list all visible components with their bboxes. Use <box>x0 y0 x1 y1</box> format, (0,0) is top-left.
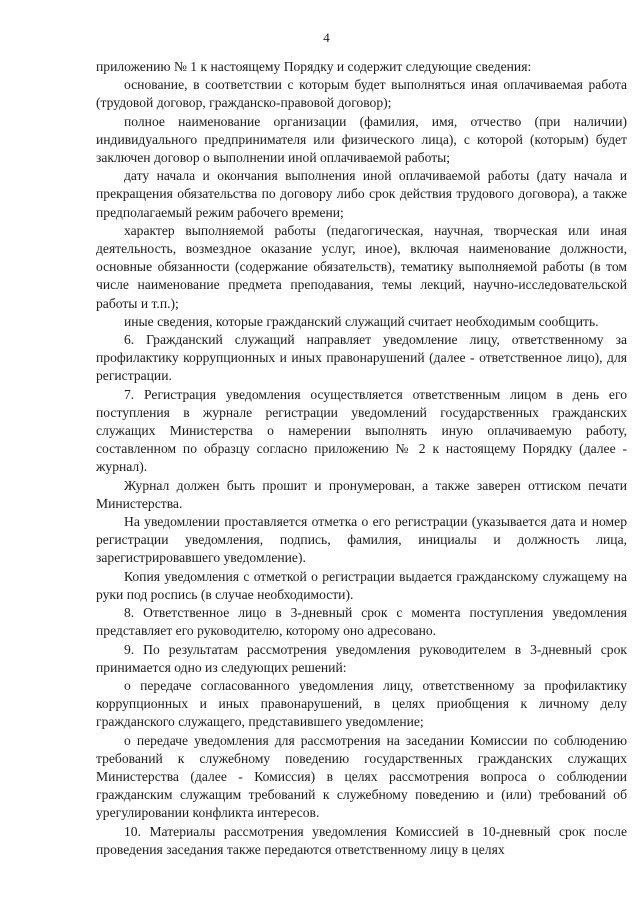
paragraph: 9. По результатам рассмотрения уведомления руководителем в 3-дневный срок принимается одно из следующих решений: <box>96 641 627 675</box>
paragraph: иные сведения, которые гражданский служащий считает необходимым сообщить. <box>124 313 599 329</box>
paragraph: 10. Материалы рассмотрения уведомления Комиссией в 10-дневный срок после проведения заседания также передаются ответственному лицу в целях <box>96 823 627 857</box>
paragraph: Копия уведомления с отметкой о регистрации выдается гражданскому служащему на руки под роспись (в случае необходимости). <box>96 568 627 602</box>
paragraph: основание, в соответствии с которым будет выполняться иная оплачиваемая работа (трудовой договор, гражданско-правовой договор); <box>96 77 627 111</box>
paragraph: о передаче уведомления для рассмотрения на заседании Комиссии по соблюдению требований к служебному поведению государственных гражданских служащих Министерства (далее - Комиссия) в целях рассмотрения вопроса о соблюдении гражданским служащим требований к служебному поведению и (или) требований об урегулировании конфликта интересов. <box>96 732 627 821</box>
paragraph: дату начала и окончания выполнения иной оплачиваемой работы (дату начала и прекращения обязательства по договору либо срок действия трудового договора), а также предполагаемый режим рабочего времени; <box>96 168 627 220</box>
paragraph: 8. Ответственное лицо в 3-дневный срок с момента поступления уведомления представляет его руководителю, которому оно адресовано. <box>96 605 627 639</box>
paragraph: Журнал должен быть прошит и пронумерован, а также заверен оттиском печати Министерства. <box>96 477 627 511</box>
document-body <box>96 58 627 859</box>
page-number: 4 <box>323 30 330 45</box>
paragraph: приложению № 1 к настоящему Порядку и содержит следующие сведения: <box>96 59 532 74</box>
paragraph: характер выполняемой работы (педагогическая, научная, творческая или иная деятельность, возмездное оказание услуг, иное), включая наименование должности, основные обязанности (содержание обязательств), тематику выполняемой работы (в том числе наименование предмета преподавания, темы лекций, научно-исследовательской работы и т.п.); <box>96 222 627 311</box>
paragraph: полное наименование организации (фамилия, имя, отчество (при наличии) индивидуального предпринимателя или физического лица), с которой (которым) будет заключен договор о выполнении иной оплачиваемой работы; <box>96 113 627 166</box>
paragraph: 6. Гражданский служащий направляет уведомление лицу, ответственному за профилактику коррупционных и иных правонарушений (далее - ответственное лицо), для регистрации. <box>96 332 627 384</box>
paragraph: 7. Регистрация уведомления осуществляется ответственным лицом в день его поступления в журнале регистрации уведомлений государственных гражданских служащих Министерства о намерении выполнять иную оплачиваемую работу, составленном по образцу согласно приложению № 2 к настоящему Порядку (далее - журнал). <box>96 386 627 475</box>
paragraph: о передаче согласованного уведомления лицу, ответственному за профилактику коррупционных и иных правонарушений, в целях приобщения к личному делу гражданского служащего, представившего уведомление; <box>96 677 627 730</box>
paragraph: На уведомлении проставляется отметка о его регистрации (указывается дата и номер регистрации уведомления, подпись, фамилия, инициалы и должность лица, зарегистрировавшего уведомление). <box>96 514 627 566</box>
